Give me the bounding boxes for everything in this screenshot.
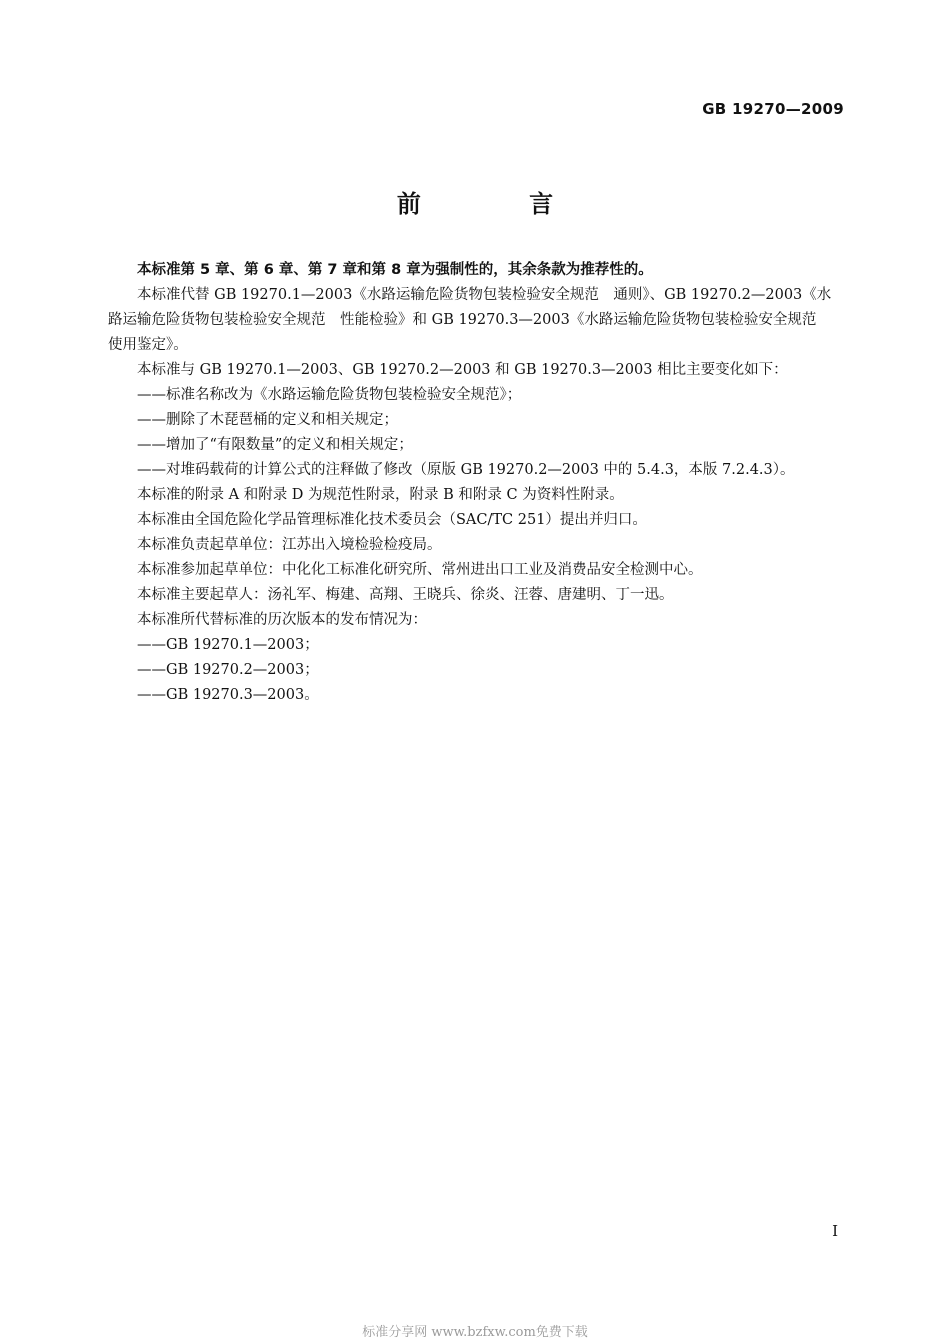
standard-number: GB 19270—2009 (702, 100, 844, 118)
list-item-history: ——GB 19270.2—2003； (137, 662, 319, 678)
list-item-history: ——GB 19270.3—2003。 (137, 687, 319, 703)
paragraph-changes-intro: 本标准与 GB 19270.1—2003、GB 19270.2—2003 和 GB 19270.3—2003 相比主要变化如下： (137, 362, 788, 378)
paragraph-main-drafters: 本标准主要起草人：汤礼军、梅建、高翔、王晓兵、徐炎、汪蓉、唐建明、丁一迅。 (137, 587, 674, 603)
list-item-change: ——删除了木琵琶桶的定义和相关规定； (137, 412, 398, 428)
page-title: 前 言 (396, 190, 604, 218)
document-body (108, 258, 843, 708)
paragraph-appendices: 本标准的附录 A 和附录 D 为规范性附录，附录 B 和附录 C 为资料性附录。 (137, 487, 624, 503)
paragraph-lead-drafter: 本标准负责起草单位：江苏出入境检验检疫局。 (137, 537, 442, 553)
watermark: 标准分享网 www.bzfxw.com免费下载 (362, 1325, 588, 1340)
list-item-change: ——对堆码载荷的计算公式的注释做了修改（原版 GB 19270.2—2003 中的 5.4.3，本版 7.2.4.3）。 (137, 462, 795, 478)
paragraph-history-intro: 本标准所代替标准的历次版本的发布情况为： (137, 612, 427, 628)
list-item-change: ——标准名称改为《水路运输危险货物包装检验安全规范》； (137, 387, 522, 403)
page-number: I (832, 1222, 838, 1240)
list-item-history: ——GB 19270.1—2003； (137, 637, 319, 653)
paragraph-participating-drafters: 本标准参加起草单位：中化化工标准化研究所、常州进出口工业及消费品安全检测中心。 (137, 562, 703, 578)
paragraph-proposer: 本标准由全国危险化学品管理标准化技术委员会（SAC/TC 251）提出并归口。 (137, 512, 647, 528)
list-item-change: ——增加了“有限数量”的定义和相关规定； (137, 437, 413, 453)
paragraph-replaces: 本标准代替 GB 19270.1—2003《水路运输危险货物包装检验安全规范 通则》、GB 19270.2—2003《水路运输危险货物包装检验安全规范 性能检验》和 GB 19270.3—2003《水路运输危险货物包装检验安全规范 使用鉴定》。 (108, 287, 832, 353)
paragraph-mandatory-clauses: 本标准第 5 章、第 6 章、第 7 章和第 8 章为强制性的，其余条款为推荐性的。 (137, 262, 653, 278)
